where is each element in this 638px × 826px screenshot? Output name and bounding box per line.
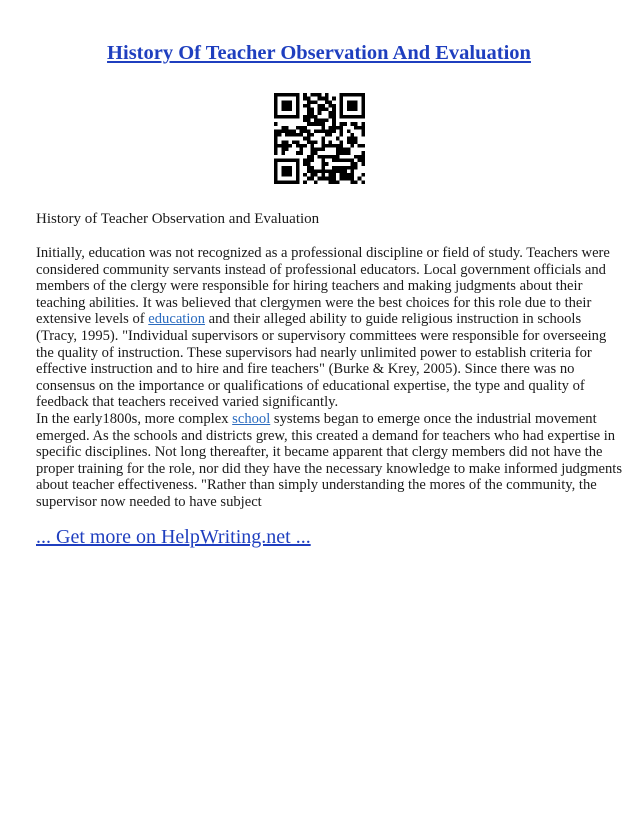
body-text: extensive levels of (36, 311, 149, 328)
get-more-link[interactable]: ... Get more on HelpWriting.net ... (36, 526, 311, 548)
education-link[interactable]: education (148, 311, 205, 328)
body-text: and their alleged ability to guide religious instruction in schools (205, 311, 582, 328)
body-line (36, 311, 606, 328)
document-subtitle: History of Teacher Observation and Evaluation (36, 211, 320, 227)
body-line (36, 411, 606, 428)
page-title[interactable]: History Of Teacher Observation And Evaluation (107, 42, 531, 64)
school-link[interactable]: school (232, 410, 271, 427)
qr-code-icon (274, 93, 365, 184)
body-line: (Tracy, 1995). "Individual supervisors or supervisory committees were responsible for overseeing (36, 327, 607, 344)
body-line: proper training for the role, nor did they have the necessary knowledge to make informed judgments (36, 460, 623, 477)
body-line: the quality of instruction. These supervisors had nearly unlimited power to establish criteria for (36, 344, 592, 361)
body-line: teaching abilities. It was believed that clergymen were the best choices for this role due to their (36, 294, 592, 311)
body-text: systems began to emerge once the industrial movement (270, 410, 597, 427)
body-text: In the early1800s, more complex (36, 410, 233, 427)
body-line: feedback that teachers received varied significantly. (36, 394, 339, 411)
body-line: about teacher effectiveness. "Rather than simply understanding the mores of the community, the (36, 477, 597, 494)
body-line: supervisor now needed to have subject (36, 493, 262, 510)
body-line: members of the clergy were responsible for hiring teachers and making judgments about their (36, 278, 583, 295)
body-line: emerged. As the schools and districts grew, this created a demand for teachers who had expertise in (36, 427, 616, 444)
body-line: Initially, education was not recognized as a professional discipline or field of study. Teachers were (36, 245, 610, 261)
body-line: considered community servants instead of professional educators. Local government officials and (36, 261, 606, 278)
body-line: effective instruction and to hire and fire teachers" (Burke & Krey, 2005). Since there was no (36, 361, 575, 378)
article-body (36, 245, 623, 511)
body-line: specific disciplines. Not long thereafter, it became apparent that clergy members did not have the (36, 444, 603, 461)
body-line: consensus on the importance or qualifications of educational expertise, the type and quality of (36, 377, 585, 394)
